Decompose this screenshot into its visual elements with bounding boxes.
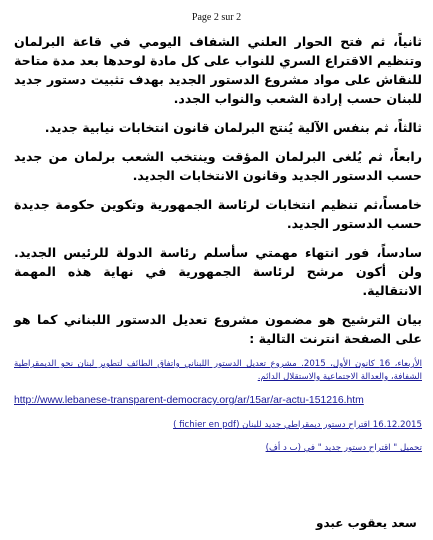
pdf-file-link[interactable] (14, 419, 422, 432)
pdf-file-link-suffix: ( fichier en pdf) (173, 420, 240, 430)
paragraph-fifth: خامساً،ثم تنظيم انتخابات لرئاسة الجمهورية وتكوين حكومة جديدة حسب الدستور الجديد. (14, 197, 422, 231)
paragraph-third: ثالثاً، ثم بنفس الآلية يُنتج البرلمان قانون انتخابات نيابية جديد. (44, 120, 422, 135)
paragraph-sixth: سادساً، فور انتهاء مهمتي سأسلم رئاسة الدولة للرئيس الجديد. ولن أكون مرشح لرئاسة الجمهورية في نهاية هذه المهمة الانتقالية. (14, 245, 422, 298)
paragraph-fourth: رابعاً، ثم يُلغى البرلمان المؤقت وينتخب الشعب برلمان من جديد حسب الدستور الجديد وقانون الانتخابات الجديد. (14, 149, 422, 183)
paragraph-candidacy-statement: بيان الترشيح هو مضمون مشروع تعديل الدستور اللبناني كما هو على الصفحة انترنت التالية : (14, 312, 422, 346)
page-number-header: Page 2 sur 2 (191, 12, 242, 23)
download-proposal-link[interactable]: تحميل " اقتراح دستور جديد " في (ب د أف) (265, 443, 422, 453)
website-url-link[interactable]: http://www.lebanese-transparent-democracy.org/ar/15ar/ar-actu-151216.htm (14, 395, 364, 406)
links-section (14, 358, 422, 455)
paragraph-second: ثانياً، ثم فتح الحوار العلني الشفاف اليومي في قاعة البرلمان وتنظيم الاقتراع السري للنواب على كل مادة لوحدها بعد مدة متاحة للنقاش على مواد مشروع الدستور الجديد بهدف تثبيت دستور جديد للبنان حسب إرادة الشعب والنواب الجدد. (14, 34, 422, 106)
document-body (14, 32, 422, 465)
pdf-file-link-text: 16.12.2015 اقتراح دستور ديمقراطي جديد للبنان (242, 420, 422, 430)
arabic-article-link[interactable]: الأربعاء، 16 كانون الأول، 2015. مشروع تعديل الدستور اللبناني واتفاق الطائف لتطوير لبنان نحو الديمقراطية الشفافة، والعدالة الاجتماعية والاستقلال الدائم. (14, 359, 422, 382)
author-signature: سعد يعقوب عبدو (316, 516, 417, 530)
